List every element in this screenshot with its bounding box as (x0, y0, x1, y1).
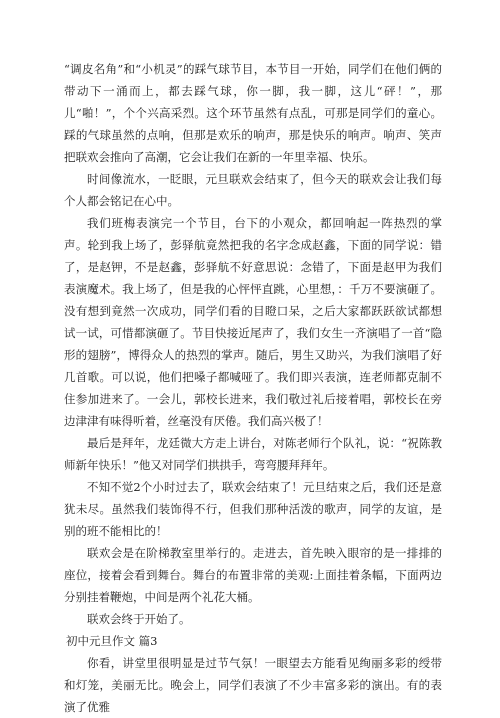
paragraph-new-year-greeting: 最后是拜年，龙廷微大方走上讲台，对陈老师行个队礼，说：“祝陈教师新年快乐！”他又对同学们拱拱手，弯弯腰拜拜年。 (64, 436, 442, 472)
paragraph-party-starts: 联欢会终于开始了。 (87, 612, 191, 626)
section-heading: 初中元旦作文 篇3 (66, 634, 158, 648)
paragraph-magic-show: 我们班梅表演完一个节目，台下的小观众，都回响起一阵热烈的掌声。轮到我上场了，彭驿航竟然把我的名字念成赵鑫，下面的同学说：错了，是赵钾，不是赵鑫，彭驿航不好意思说：念错了，下面是赵甲为我们表演魔术。我上场了，但是我的心怦怦直跳，心里想，：千万不要演砸了。没有想到竟然一次成功，同学们看的目瞪口呆，之后大家都跃跃欲试都想试一试，可惜都演砸了。节目快接近尾声了，我们女生一齐演唱了一首“隐形的翅膀”，博得众人的热烈的掌声。随后，男生又助兴，为我们演唱了好几首歌。可以说，他们把嗓子都喊哑了。我们即兴表演，连老师都克制不住参加进来了。一会儿，郭校长进来，我们敬过礼后接着唱，郭校长在旁边津津有味得听着，丝毫没有厌倦。我们高兴极了！ (64, 216, 442, 428)
paragraph-venue: 联欢会是在阶梯教室里举行的。走进去，首先映入眼帘的是一排排的座位，接着会看到舞台。舞台的布置非常的美观:上面挂着条幅，下面两边分别挂着鞭炮，中间是两个礼花大桶。 (64, 546, 442, 604)
paragraph-time-flies: 时间像流水，一眨眼，元旦联欢会结束了，但今天的联欢会让我们每个人都会铭记在心中。 (64, 172, 442, 208)
paragraph-party-ends: 不知不觉2个小时过去了，联欢会结束了！元旦结束之后，我们还是意犹未尽。虽然我们装饰得不行，但我们那种活泼的歌声，同学的友谊，是别的班不能相比的！ (64, 480, 442, 538)
paragraph-hall-atmosphere: 你看，讲堂里很明显是过节气氛！一眼望去方能看见绚丽多彩的绶带和灯笼，美丽无比。晚会上，同学们表演了不少丰富多彩的演出。有的表演了优雅 (64, 656, 442, 714)
paragraph-balloon-game: “调皮名角”和“小机灵”的踩气球节目，本节目一开始，同学们在他们俩的带动下一涌而上，都去踩气球，你一脚，我一脚，这儿“砰！”，那儿“啪！”，个个兴高采烈。这个环节虽然有点乱，可那是同学们的童心。踩的气球虽然的点响，但那是欢乐的响声，那是快乐的响声。响声、笑声把联欢会推向了高潮，它会让我们在新的一年里幸福、快乐。 (64, 62, 442, 164)
